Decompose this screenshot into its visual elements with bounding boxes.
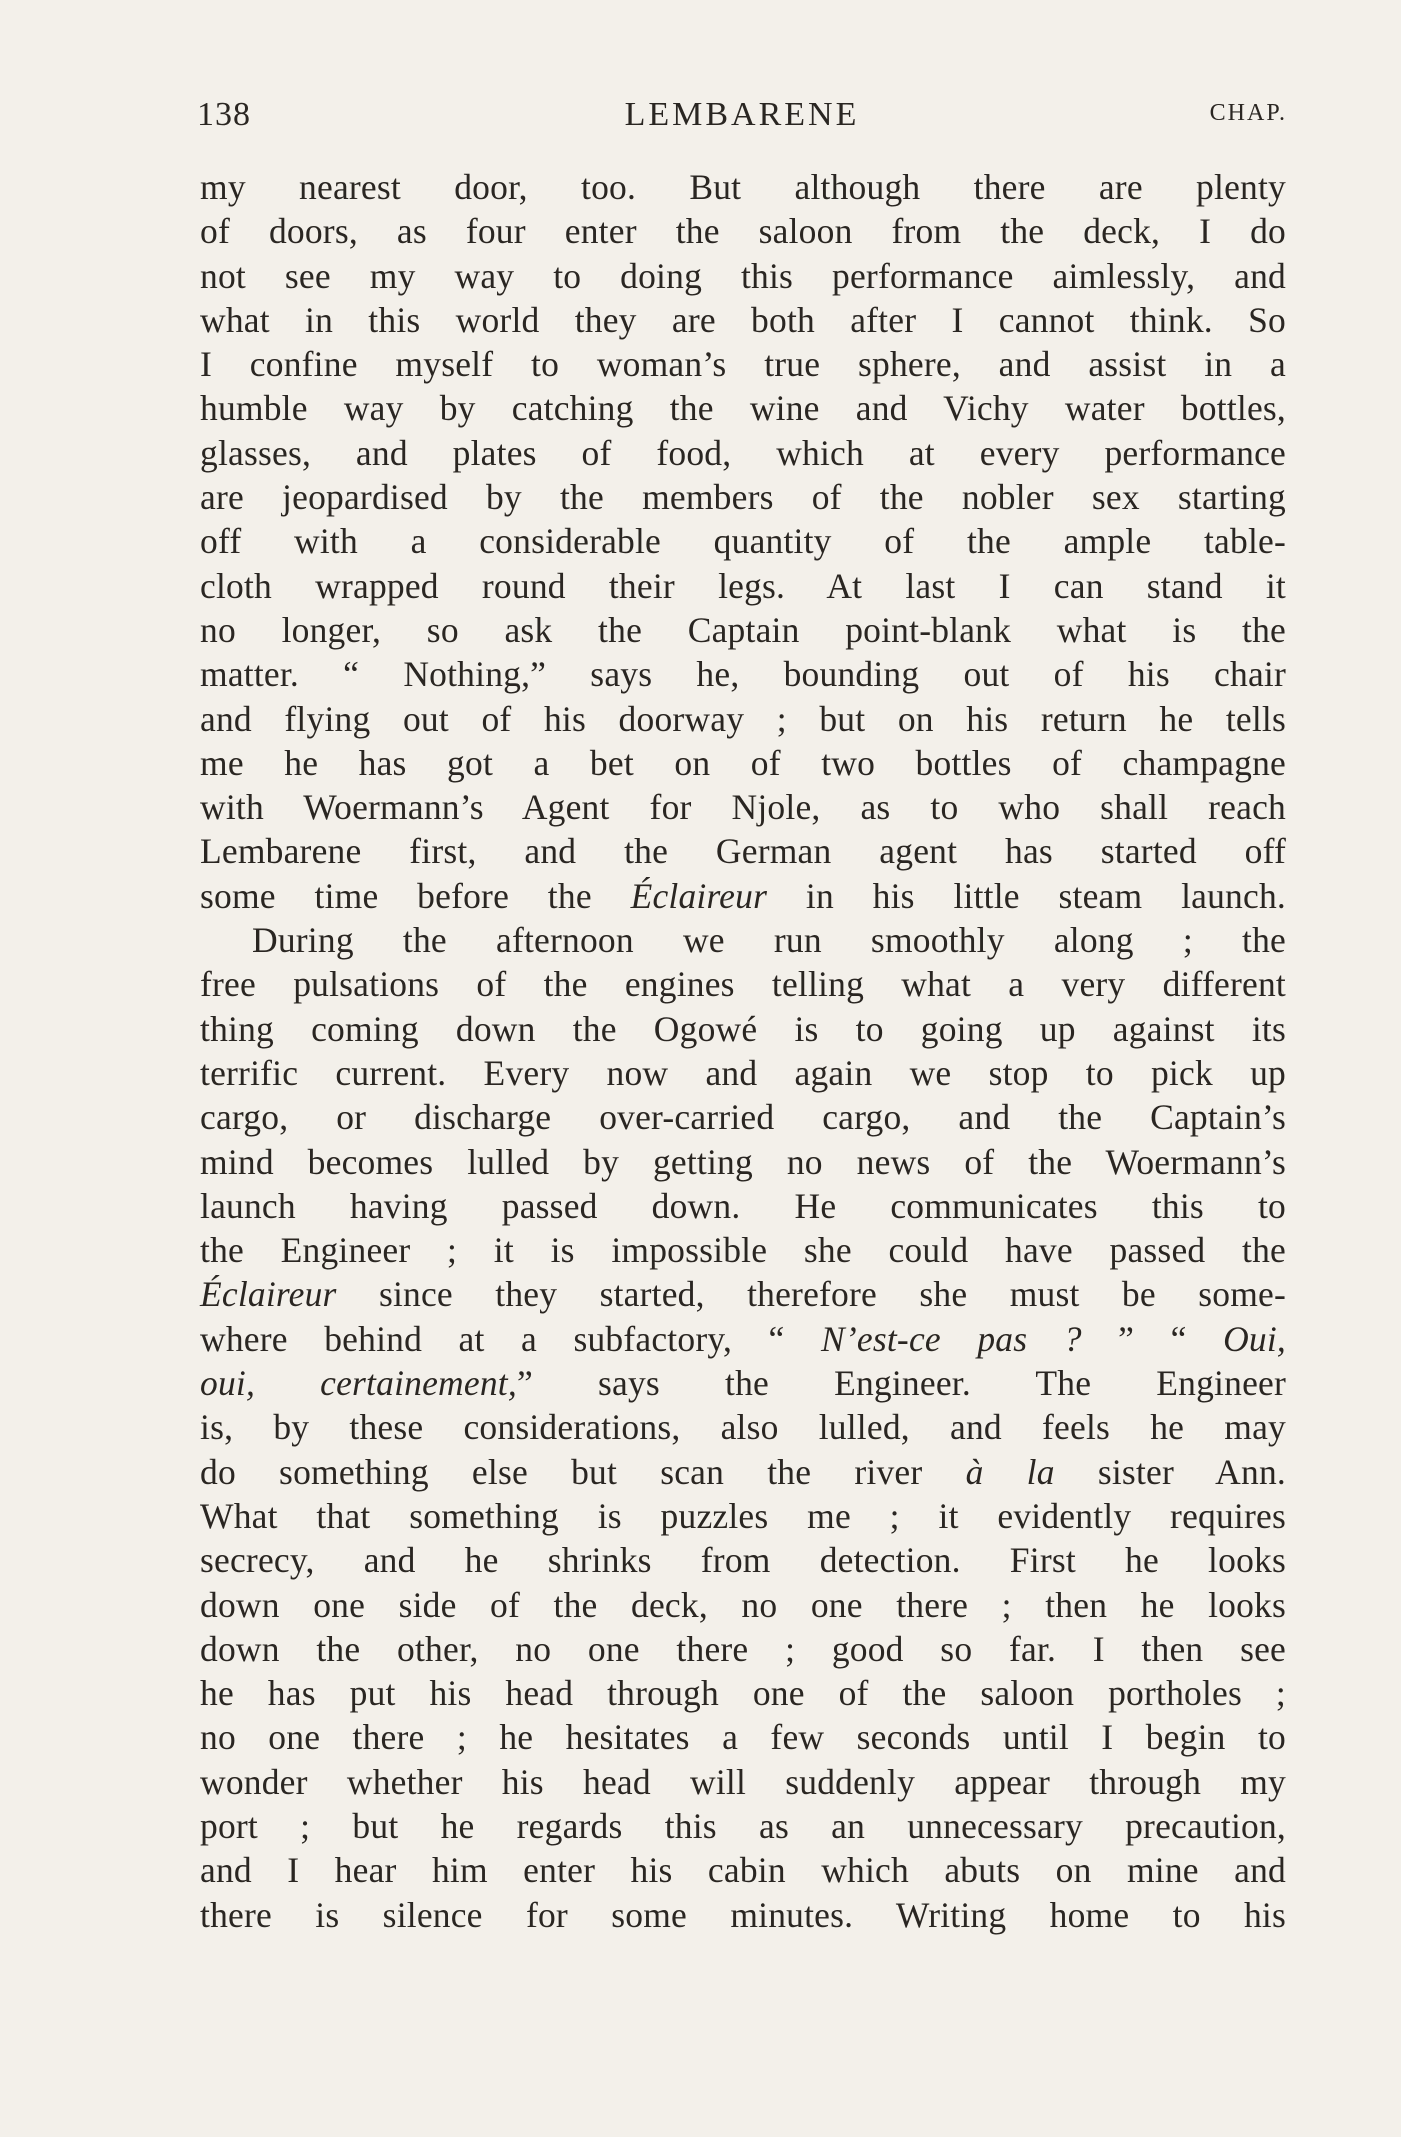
text-line: is, by these considerations, also lulled, and feels he may <box>200 1407 1286 1448</box>
text-run: in his little steam launch. <box>767 875 1286 916</box>
running-title: LEMBARENE <box>624 96 860 133</box>
text-line <box>200 1272 1286 1316</box>
text-line: down one side of the deck, no one there ; then he looks <box>200 1584 1286 1625</box>
italic-run: N’est-ce pas ? <box>820 1318 1082 1359</box>
text-line: the Engineer ; it is impossible she could have passed the <box>200 1230 1286 1271</box>
italic-run: Éclaireur <box>630 875 768 916</box>
text-line: glasses, and plates of food, which at every performance <box>200 432 1286 473</box>
text-line: I confine myself to woman’s true sphere, and assist in a <box>200 344 1286 385</box>
text-run: do something else but scan the river <box>200 1451 966 1492</box>
body-text <box>200 165 1286 1937</box>
text-line: and I hear him enter his cabin which abuts on mine and <box>200 1850 1286 1891</box>
italic-run: oui, certainement, <box>200 1363 517 1404</box>
italic-run: Oui, <box>1223 1318 1286 1359</box>
text-line: me he has got a bet on of two bottles of champagne <box>200 742 1286 783</box>
text-line: no longer, so ask the Captain point-blank what is the <box>200 609 1286 650</box>
text-line: of doors, as four enter the saloon from the deck, I do <box>200 211 1286 252</box>
text-line: wonder whether his head will suddenly appear through my <box>200 1761 1286 1802</box>
text-line: port ; but he regards this as an unnecessary precaution, <box>200 1805 1286 1846</box>
text-line: free pulsations of the engines telling what a very different <box>200 964 1286 1005</box>
text-line: secrecy, and he shrinks from detection. First he looks <box>200 1540 1286 1581</box>
text-line: there is silence for some minutes. Writing home to his <box>200 1894 1286 1935</box>
text-run: since they started, therefore she must be some- <box>336 1274 1286 1315</box>
text-line: off with a considerable quantity of the ample table- <box>200 521 1286 562</box>
page-header <box>197 96 1287 146</box>
text-line: my nearest door, too. But although there are plenty <box>200 167 1286 207</box>
paragraph-start-line: During the afternoon we run smoothly along ; the <box>252 920 1286 961</box>
text-line: What that something is puzzles me ; it evidently requires <box>200 1495 1286 1536</box>
text-run: sister Ann. <box>1054 1451 1286 1492</box>
text-line: he has put his head through one of the saloon portholes ; <box>200 1673 1286 1714</box>
text-run: some time before the <box>200 875 631 916</box>
text-line: no one there ; he hesitates a few seconds until I begin to <box>200 1717 1286 1758</box>
text-line <box>200 1317 1286 1361</box>
text-line: cloth wrapped round their legs. At last I can stand it <box>200 565 1286 606</box>
text-line: are jeopardised by the members of the nobler sex starting <box>200 477 1286 518</box>
text-line: launch having passed down. He communicates this to <box>200 1185 1286 1226</box>
page-number: 138 <box>197 96 251 133</box>
text-line: what in this world they are both after I cannot think. So <box>200 299 1286 340</box>
text-run: where behind at a subfactory, “ <box>200 1318 821 1359</box>
text-line: matter. “ Nothing,” says he, bounding out of his chair <box>200 654 1286 695</box>
italic-run: à la <box>965 1451 1055 1492</box>
italic-run: Éclaireur <box>200 1274 337 1315</box>
text-line: thing coming down the Ogowé is to going up against its <box>200 1008 1286 1049</box>
text-run: ” says the Engineer. The Engineer <box>516 1363 1286 1404</box>
chapter-label: CHAP. <box>1209 100 1287 126</box>
text-line: Lembarene first, and the German agent has started off <box>200 831 1286 872</box>
text-line: and flying out of his doorway ; but on his return he tells <box>200 698 1286 739</box>
text-line: terrific current. Every now and again we stop to pick up <box>200 1052 1286 1093</box>
text-line: cargo, or discharge over-carried cargo, and the Captain’s <box>200 1097 1286 1138</box>
text-run: ” “ <box>1081 1318 1224 1359</box>
text-line <box>200 874 1286 918</box>
text-line: not see my way to doing this performance aimlessly, and <box>200 255 1286 296</box>
text-line: with Woermann’s Agent for Njole, as to who shall reach <box>200 787 1286 828</box>
text-line: mind becomes lulled by getting no news of the Woermann’s <box>200 1141 1286 1182</box>
text-line: down the other, no one there ; good so far. I then see <box>200 1628 1286 1669</box>
text-line <box>200 1450 1286 1494</box>
text-line <box>200 1361 1286 1405</box>
text-line: humble way by catching the wine and Vichy water bottles, <box>200 388 1286 429</box>
